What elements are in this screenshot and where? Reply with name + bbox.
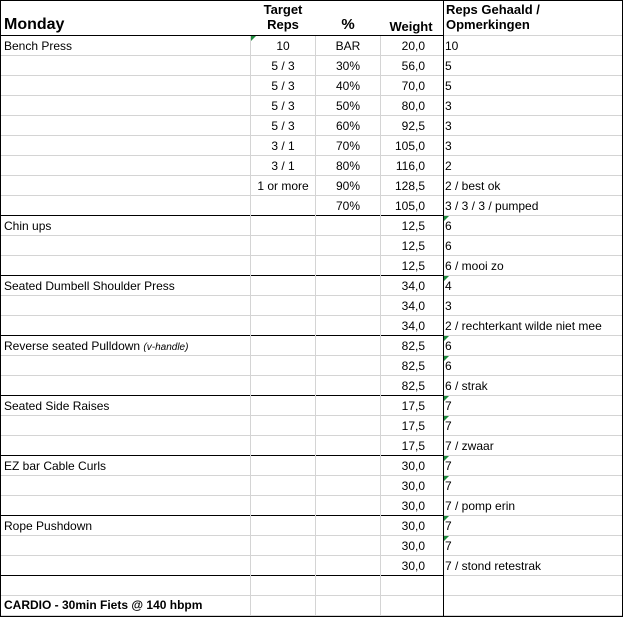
row-divider-notes [444, 395, 622, 396]
comment-marker [444, 336, 449, 341]
percent-cell [316, 396, 380, 416]
column-gridline [315, 36, 316, 617]
target-reps-cell [251, 536, 315, 556]
notes-cell: 3 [445, 99, 452, 113]
percent-cell: 80% [335, 159, 361, 173]
target-reps-cell [251, 336, 315, 356]
percent-cell: 40% [335, 79, 361, 93]
percent-header: % [341, 16, 355, 33]
notes-cell: 3 / 3 / 3 / pumped [445, 199, 539, 213]
percent-cell: 70% [335, 199, 361, 213]
weight-cell: 30,0 [401, 519, 425, 533]
notes-cell: 7 / zwaar [445, 439, 494, 453]
target-reps-cell [251, 356, 315, 376]
row-divider-notes [444, 275, 622, 276]
notes-cell: 7 [445, 479, 452, 493]
exercise-cell: Chin ups [4, 219, 52, 233]
notes-cell: 6 [445, 219, 452, 233]
target-reps-header: Target Reps [263, 2, 303, 32]
notes-cell: 7 [445, 419, 452, 433]
row-divider-notes [444, 215, 622, 216]
weight-cell: 12,5 [401, 239, 425, 253]
row-divider-notes [444, 415, 622, 416]
weight-cell: 56,0 [401, 59, 425, 73]
target-reps-cell [251, 596, 315, 616]
row-divider-notes [444, 75, 622, 76]
weight-cell: 20,0 [401, 39, 425, 53]
comment-marker [444, 416, 449, 421]
weight-header: Weight [389, 19, 433, 34]
comment-marker [444, 216, 449, 221]
comment-marker [444, 396, 449, 401]
weight-cell: 30,0 [401, 459, 425, 473]
weight-cell: 82,5 [401, 359, 425, 373]
percent-cell [316, 416, 380, 436]
target-reps-cell [251, 496, 315, 516]
target-reps-cell [251, 556, 315, 576]
comment-marker [444, 356, 449, 361]
percent-cell: BAR [335, 39, 361, 53]
cardio-note: CARDIO - 30min Fiets @ 140 hbpm [4, 598, 203, 612]
header-border-notes [444, 35, 622, 36]
column-gridline [380, 36, 381, 617]
target-reps-cell [251, 476, 315, 496]
weight-cell: 34,0 [401, 299, 425, 313]
comment-marker [444, 536, 449, 541]
weight-cell: 17,5 [401, 419, 425, 433]
percent-cell [316, 296, 380, 316]
row-divider-notes [444, 295, 622, 296]
target-reps-cell [251, 216, 315, 236]
notes-cell: 5 [445, 59, 452, 73]
exercise-cell: Bench Press [4, 39, 73, 53]
target-reps-cell [251, 296, 315, 316]
weight-cell: 12,5 [401, 219, 425, 233]
percent-cell [316, 376, 380, 396]
target-reps-cell [251, 276, 315, 296]
percent-cell: 30% [335, 59, 361, 73]
notes-column-border [443, 1, 444, 616]
row-divider-notes [444, 135, 622, 136]
target-reps-cell [251, 316, 315, 336]
target-reps-cell [251, 236, 315, 256]
row-divider-notes [444, 575, 622, 576]
notes-cell: 7 [445, 399, 452, 413]
row-divider-notes [444, 235, 622, 236]
day-title: Monday [4, 16, 65, 33]
target-reps-cell: 5 / 3 [271, 99, 295, 113]
row-divider-notes [444, 615, 622, 616]
notes-cell: 7 [445, 519, 452, 533]
notes-cell: 2 [445, 159, 452, 173]
notes-cell: 3 [445, 299, 452, 313]
percent-cell [316, 356, 380, 376]
target-reps-cell: 1 or more [257, 179, 309, 193]
exercise-name: Reverse seated Pulldown [4, 339, 144, 353]
header-border [1, 35, 443, 36]
percent-cell [316, 276, 380, 296]
weight-cell: 30,0 [401, 499, 425, 513]
target-reps-cell: 5 / 3 [271, 119, 295, 133]
percent-cell [316, 476, 380, 496]
target-reps-cell: 5 / 3 [271, 79, 295, 93]
row-divider-notes [444, 595, 622, 596]
percent-cell: 70% [335, 139, 361, 153]
target-reps-cell [251, 456, 315, 476]
weight-cell: 30,0 [401, 559, 425, 573]
weight-cell: 12,5 [401, 259, 425, 273]
row-divider [1, 615, 443, 616]
target-reps-cell [251, 256, 315, 276]
target-reps-cell [251, 376, 315, 396]
row-divider-notes [444, 115, 622, 116]
percent-cell [316, 436, 380, 456]
target-reps-cell: 10 [276, 39, 290, 53]
row-divider-notes [444, 355, 622, 356]
weight-cell: 80,0 [401, 99, 425, 113]
percent-cell: 90% [335, 179, 361, 193]
weight-cell: 34,0 [401, 319, 425, 333]
weight-cell [380, 576, 425, 596]
target-reps-cell [251, 196, 315, 216]
notes-cell: 6 / strak [445, 379, 488, 393]
weight-cell [380, 596, 425, 616]
percent-cell [316, 316, 380, 336]
target-reps-cell: 3 / 1 [271, 139, 295, 153]
percent-cell [316, 576, 380, 596]
weight-cell: 70,0 [401, 79, 425, 93]
exercise-cell: Rope Pushdown [4, 519, 93, 533]
row-divider-notes [444, 335, 622, 336]
target-reps-cell [251, 396, 315, 416]
percent-cell: 60% [335, 119, 361, 133]
weight-cell: 30,0 [401, 479, 425, 493]
notes-cell: 3 [445, 139, 452, 153]
weight-cell: 82,5 [401, 379, 425, 393]
row-divider-notes [444, 475, 622, 476]
notes-cell: 7 / stond retestrak [445, 559, 542, 573]
weight-cell: 128,5 [394, 179, 425, 193]
row-divider-notes [444, 55, 622, 56]
target-reps-cell: 5 / 3 [271, 59, 295, 73]
notes-cell: 6 [445, 239, 452, 253]
notes-cell: 7 / pomp erin [445, 499, 516, 513]
percent-cell [316, 536, 380, 556]
row-divider-notes [444, 455, 622, 456]
row-divider-notes [444, 515, 622, 516]
comment-marker [251, 36, 256, 41]
comment-marker [444, 476, 449, 481]
percent-cell [316, 496, 380, 516]
weight-cell: 17,5 [401, 439, 425, 453]
percent-cell [316, 236, 380, 256]
notes-cell: 2 / rechterkant wilde niet mee [445, 319, 602, 333]
notes-cell: 5 [445, 79, 452, 93]
comment-marker [444, 516, 449, 521]
row-divider-notes [444, 155, 622, 156]
weight-cell: 82,5 [401, 339, 425, 353]
notes-cell: 2 / best ok [445, 179, 501, 193]
exercise-cell [4, 336, 188, 356]
weight-cell: 92,5 [401, 119, 425, 133]
comment-marker [444, 276, 449, 281]
notes-cell: 10 [445, 39, 459, 53]
weight-cell: 30,0 [401, 539, 425, 553]
exercise-cell: Seated Side Raises [4, 399, 110, 413]
percent-cell [316, 256, 380, 276]
percent-cell [316, 216, 380, 236]
target-reps-cell [251, 436, 315, 456]
exercise-cell: Seated Dumbell Shoulder Press [4, 279, 175, 293]
weight-cell: 105,0 [394, 199, 425, 213]
notes-header: Reps Gehaald / Opmerkingen [446, 2, 540, 32]
weight-cell: 17,5 [401, 399, 425, 413]
notes-cell: 4 [445, 279, 452, 293]
target-reps-cell [251, 576, 315, 596]
percent-cell: 50% [335, 99, 361, 113]
notes-cell: 7 [445, 539, 452, 553]
exercise-cell: EZ bar Cable Curls [4, 459, 107, 473]
percent-cell [316, 556, 380, 576]
percent-cell [316, 456, 380, 476]
notes-cell: 3 [445, 119, 452, 133]
exercise-note: (v-handle) [143, 342, 189, 353]
percent-cell [316, 516, 380, 536]
comment-marker [444, 456, 449, 461]
target-reps-cell: 3 / 1 [271, 159, 295, 173]
row-divider-notes [444, 535, 622, 536]
percent-cell [316, 336, 380, 356]
weight-cell: 116,0 [395, 159, 425, 173]
target-reps-cell [251, 516, 315, 536]
notes-cell: 6 / mooi zo [445, 259, 504, 273]
weight-cell: 34,0 [401, 279, 425, 293]
column-gridline [250, 36, 251, 617]
target-reps-cell [251, 416, 315, 436]
percent-cell [316, 596, 380, 616]
weight-cell: 105,0 [394, 139, 425, 153]
notes-cell: 7 [445, 459, 452, 473]
notes-cell: 6 [445, 339, 452, 353]
notes-cell: 6 [445, 359, 452, 373]
row-divider-notes [444, 95, 622, 96]
